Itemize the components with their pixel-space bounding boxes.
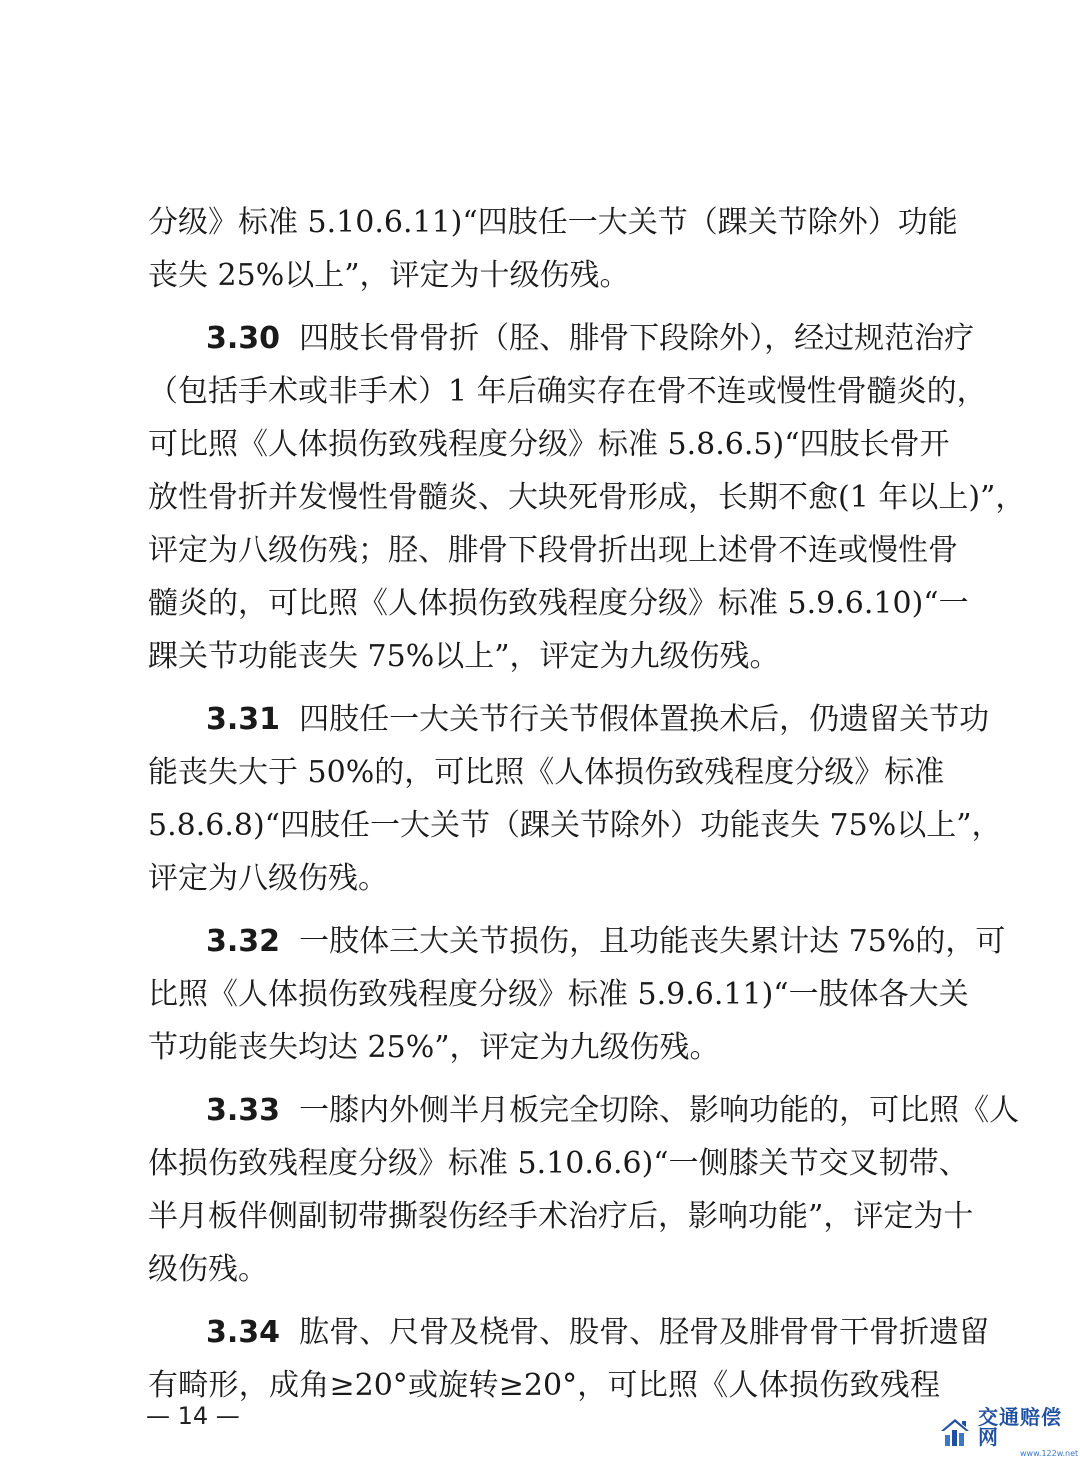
house-bars-logo-icon [938, 1415, 972, 1449]
text-line: 半月板伴侧副韧带撕裂伤经手术治疗后，影响功能”，评定为十 [148, 1199, 974, 1234]
text-line [148, 312, 975, 365]
watermark-text [978, 1404, 1079, 1458]
watermark-name: 交通赔偿网 [978, 1404, 1062, 1449]
text-line: 5.8.6.8)“四肢任一大关节（踝关节除外）功能丧失 75%以上”， [148, 808, 1002, 843]
text-run: 一膝内外侧半月板完全切除、影响功能的，可比照《人 [299, 1093, 1020, 1128]
text-run: 一肢体三大关节损伤，且功能丧失累计达 75%的，可 [299, 924, 1006, 959]
paragraph-3-30 [148, 312, 1026, 683]
section-number: 3.30 [206, 321, 281, 356]
text-run: 肱骨、尺骨及桡骨、股骨、胫骨及腓骨骨干骨折遗留 [299, 1315, 990, 1350]
paragraph-3-34 [148, 1306, 990, 1412]
text-line [148, 1306, 990, 1359]
text-line: 有畸形，成角≥20°或旋转≥20°，可比照《人体损伤致残程 [148, 1368, 940, 1403]
text-run: 四肢任一大关节行关节假体置换术后，仍遗留关节功 [299, 702, 990, 737]
section-number: 3.33 [206, 1093, 281, 1128]
text-line: 能丧失大于 50%的，可比照《人体损伤致残程度分级》标准 [148, 755, 945, 790]
site-watermark [938, 1404, 1079, 1458]
text-line: 踝关节功能丧失 75%以上”，评定为九级伤残。 [148, 639, 780, 674]
text-line: 可比照《人体损伤致残程度分级》标准 5.8.6.5)“四肢长骨开 [148, 427, 950, 462]
paragraph-continuation [148, 196, 958, 302]
text-line: 级伤残。 [148, 1252, 268, 1287]
text-run: 四肢长骨骨折（胫、腓骨下段除外），经过规范治疗 [299, 321, 975, 356]
text-line: 放性骨折并发慢性骨髓炎、大块死骨形成，长期不愈(1 年以上)”， [148, 480, 1026, 515]
text-line: 体损伤致残程度分级》标准 5.10.6.6)“一侧膝关节交叉韧带、 [148, 1146, 969, 1181]
text-line: 评定为八级伤残；胫、腓骨下段骨折出现上述骨不连或慢性骨 [148, 533, 958, 568]
text-line: 比照《人体损伤致残程度分级》标准 5.9.6.11)“一肢体各大关 [148, 977, 969, 1012]
section-number: 3.34 [206, 1315, 281, 1350]
watermark-url: www.122w.net [1020, 1448, 1079, 1458]
paragraph-3-32 [148, 915, 1006, 1074]
text-line [148, 1084, 1020, 1137]
text-line: 丧失 25%以上”，评定为十级伤残。 [148, 258, 630, 293]
document-body [148, 196, 1026, 1412]
page-number: — 14 — [146, 1402, 240, 1430]
section-number: 3.32 [206, 924, 281, 959]
section-number: 3.31 [206, 702, 281, 737]
paragraph-3-31 [148, 693, 1002, 905]
text-line [148, 915, 1006, 968]
text-line: 髓炎的，可比照《人体损伤致残程度分级》标准 5.9.6.10)“一 [148, 586, 969, 621]
text-line: （包括手术或非手术）1 年后确实存在骨不连或慢性骨髓炎的， [148, 374, 987, 409]
text-line: 节功能丧失均达 25%”，评定为九级伤残。 [148, 1030, 720, 1065]
text-line: 评定为八级伤残。 [148, 861, 388, 896]
text-line [148, 693, 990, 746]
paragraph-3-33 [148, 1084, 1020, 1296]
text-line: 分级》标准 5.10.6.11)“四肢任一大关节（踝关节除外）功能 [148, 205, 958, 240]
